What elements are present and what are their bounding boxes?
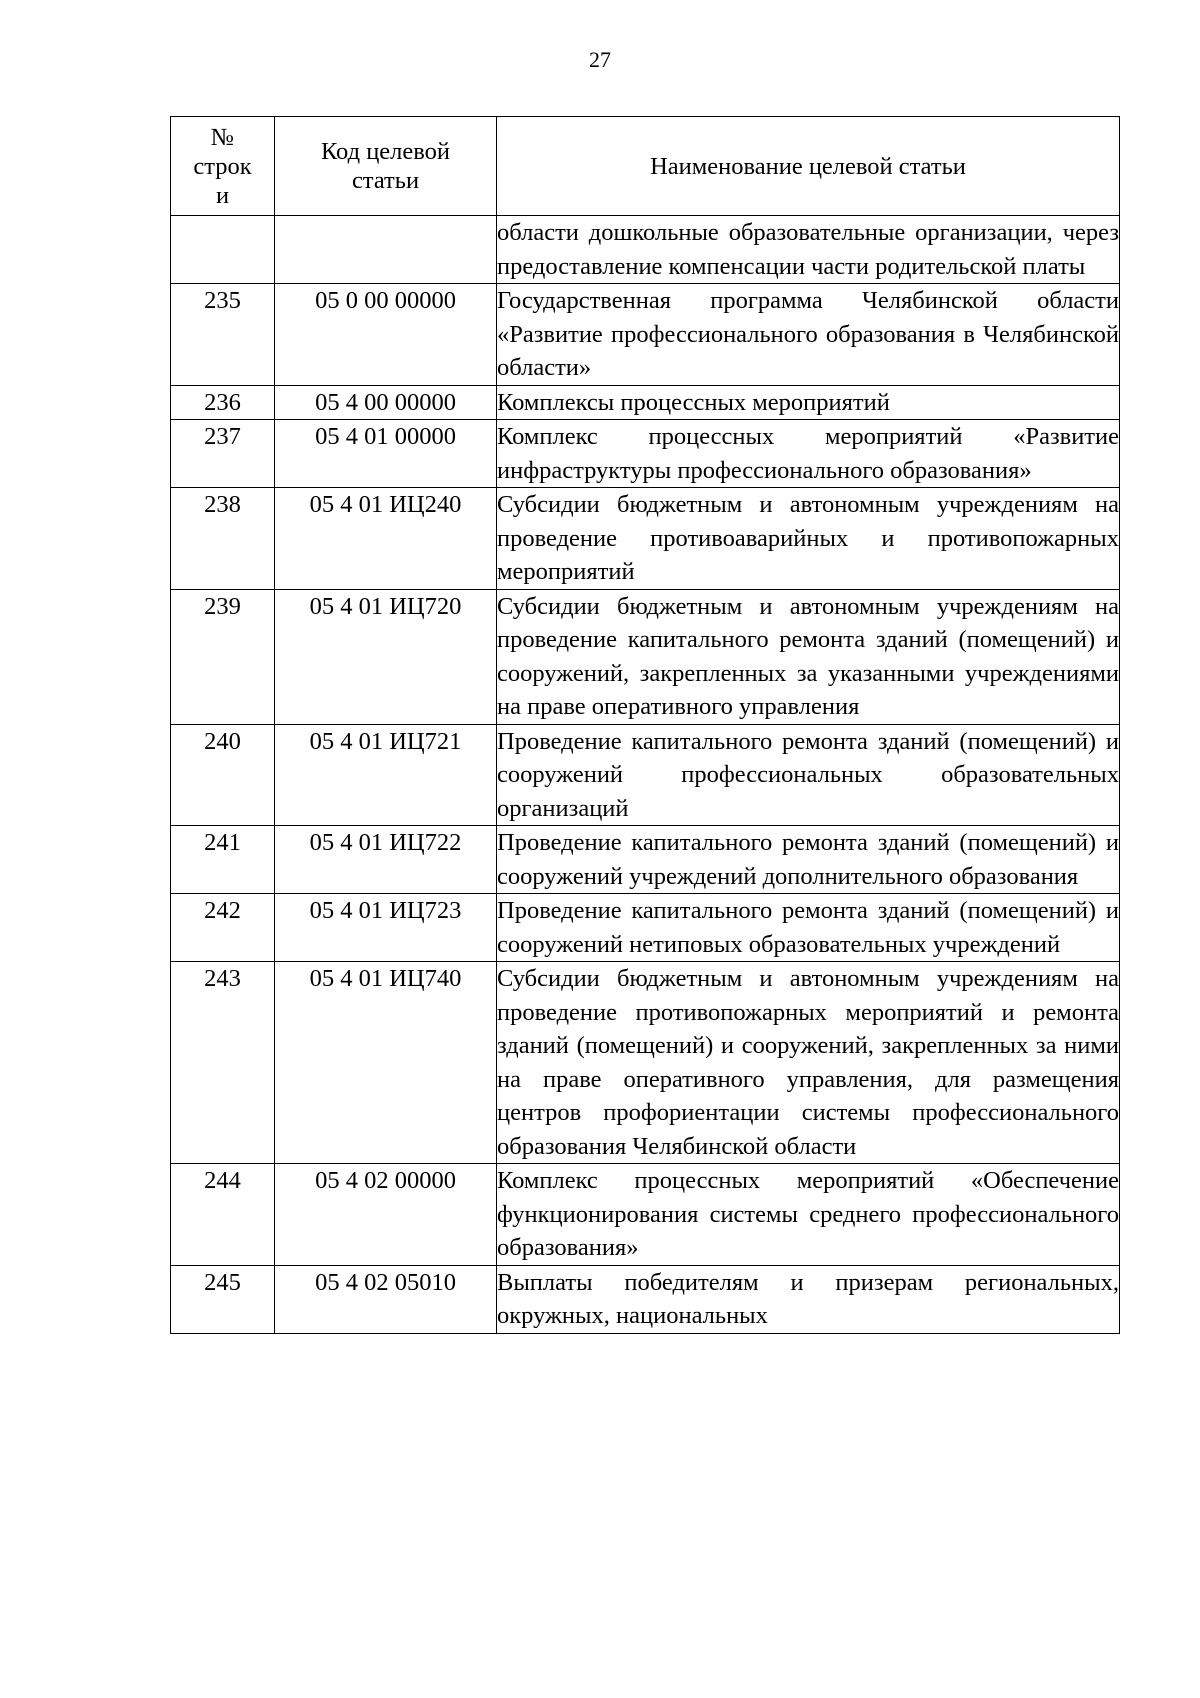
name-cell: Выплаты победителям и призерам региональных, окружных, национальных	[497, 1265, 1120, 1333]
page-number: 27	[589, 47, 611, 72]
code-cell: 05 4 00 00000	[275, 385, 497, 420]
table-row	[171, 488, 1120, 590]
name-cell: Субсидии бюджетным и автономным учреждениям на проведение противоаварийных и противопожарных мероприятий	[497, 488, 1120, 590]
code-cell: 05 4 01 ИЦ740	[275, 962, 497, 1164]
table-row	[171, 385, 1120, 420]
code-cell: 05 4 02 00000	[275, 1164, 497, 1266]
name-cell: Комплексы процессных мероприятий	[497, 385, 1120, 420]
table-row	[171, 216, 1120, 284]
table-row	[171, 826, 1120, 894]
name-cell: Комплекс процессных мероприятий «Развитие инфраструктуры профессионального образования»	[497, 420, 1120, 488]
row-number-cell: 239	[171, 589, 275, 724]
header-row-number	[171, 117, 275, 216]
code-cell	[275, 216, 497, 284]
name-cell: Государственная программа Челябинской области «Развитие профессионального образования в Челябинской области»	[497, 284, 1120, 386]
code-cell: 05 0 00 00000	[275, 284, 497, 386]
header-row-number-line-2: строк	[193, 152, 252, 180]
table-row	[171, 284, 1120, 386]
row-number-cell: 238	[171, 488, 275, 590]
name-cell: Проведение капитального ремонта зданий (помещений) и сооружений профессиональных образовательных организаций	[497, 724, 1120, 826]
row-number-cell: 235	[171, 284, 275, 386]
code-cell: 05 4 02 05010	[275, 1265, 497, 1333]
code-cell: 05 4 01 ИЦ720	[275, 589, 497, 724]
header-row-number-line-1: №	[210, 123, 235, 151]
row-number-cell: 245	[171, 1265, 275, 1333]
code-cell: 05 4 01 ИЦ722	[275, 826, 497, 894]
header-code-line-1: Код целевой	[320, 138, 451, 165]
row-number-cell: 242	[171, 894, 275, 962]
table-row	[171, 894, 1120, 962]
name-cell: области дошкольные образовательные организации, через предоставление компенсации части родительской платы	[497, 216, 1120, 284]
row-number-cell: 243	[171, 962, 275, 1164]
row-number-cell	[171, 216, 275, 284]
row-number-cell: 241	[171, 826, 275, 894]
table-row	[171, 589, 1120, 724]
table-row	[171, 1164, 1120, 1266]
table-row	[171, 420, 1120, 488]
code-cell: 05 4 01 ИЦ721	[275, 724, 497, 826]
header-row-number-line-3: и	[215, 181, 230, 209]
code-cell: 05 4 01 00000	[275, 420, 497, 488]
row-number-cell: 244	[171, 1164, 275, 1266]
header-name: Наименование целевой статьи	[497, 117, 1120, 216]
table-row	[171, 962, 1120, 1164]
table-header-row	[171, 117, 1120, 216]
row-number-cell: 240	[171, 724, 275, 826]
code-cell: 05 4 01 ИЦ240	[275, 488, 497, 590]
code-cell: 05 4 01 ИЦ723	[275, 894, 497, 962]
name-cell: Комплекс процессных мероприятий «Обеспечение функционирования системы среднего профессионального образования»	[497, 1164, 1120, 1266]
target-articles-table	[170, 116, 1120, 1334]
row-number-cell: 237	[171, 420, 275, 488]
row-number-cell: 236	[171, 385, 275, 420]
name-cell: Субсидии бюджетным и автономным учреждениям на проведение противопожарных мероприятий и ремонта зданий (помещений) и сооружений, закрепленных за ними на праве оперативного управления, для размещения центров профориентации системы профессионального образования Челябинской области	[497, 962, 1120, 1164]
name-cell: Проведение капитального ремонта зданий (помещений) и сооружений учреждений дополнительного образования	[497, 826, 1120, 894]
name-cell: Субсидии бюджетным и автономным учреждениям на проведение капитального ремонта зданий (помещений) и сооружений, закрепленных за указанными учреждениями на праве оперативного управления	[497, 589, 1120, 724]
header-code	[275, 117, 497, 216]
table-row	[171, 724, 1120, 826]
header-code-line-2: статьи	[351, 167, 420, 194]
table-row	[171, 1265, 1120, 1333]
name-cell: Проведение капитального ремонта зданий (помещений) и сооружений нетиповых образовательных учреждений	[497, 894, 1120, 962]
